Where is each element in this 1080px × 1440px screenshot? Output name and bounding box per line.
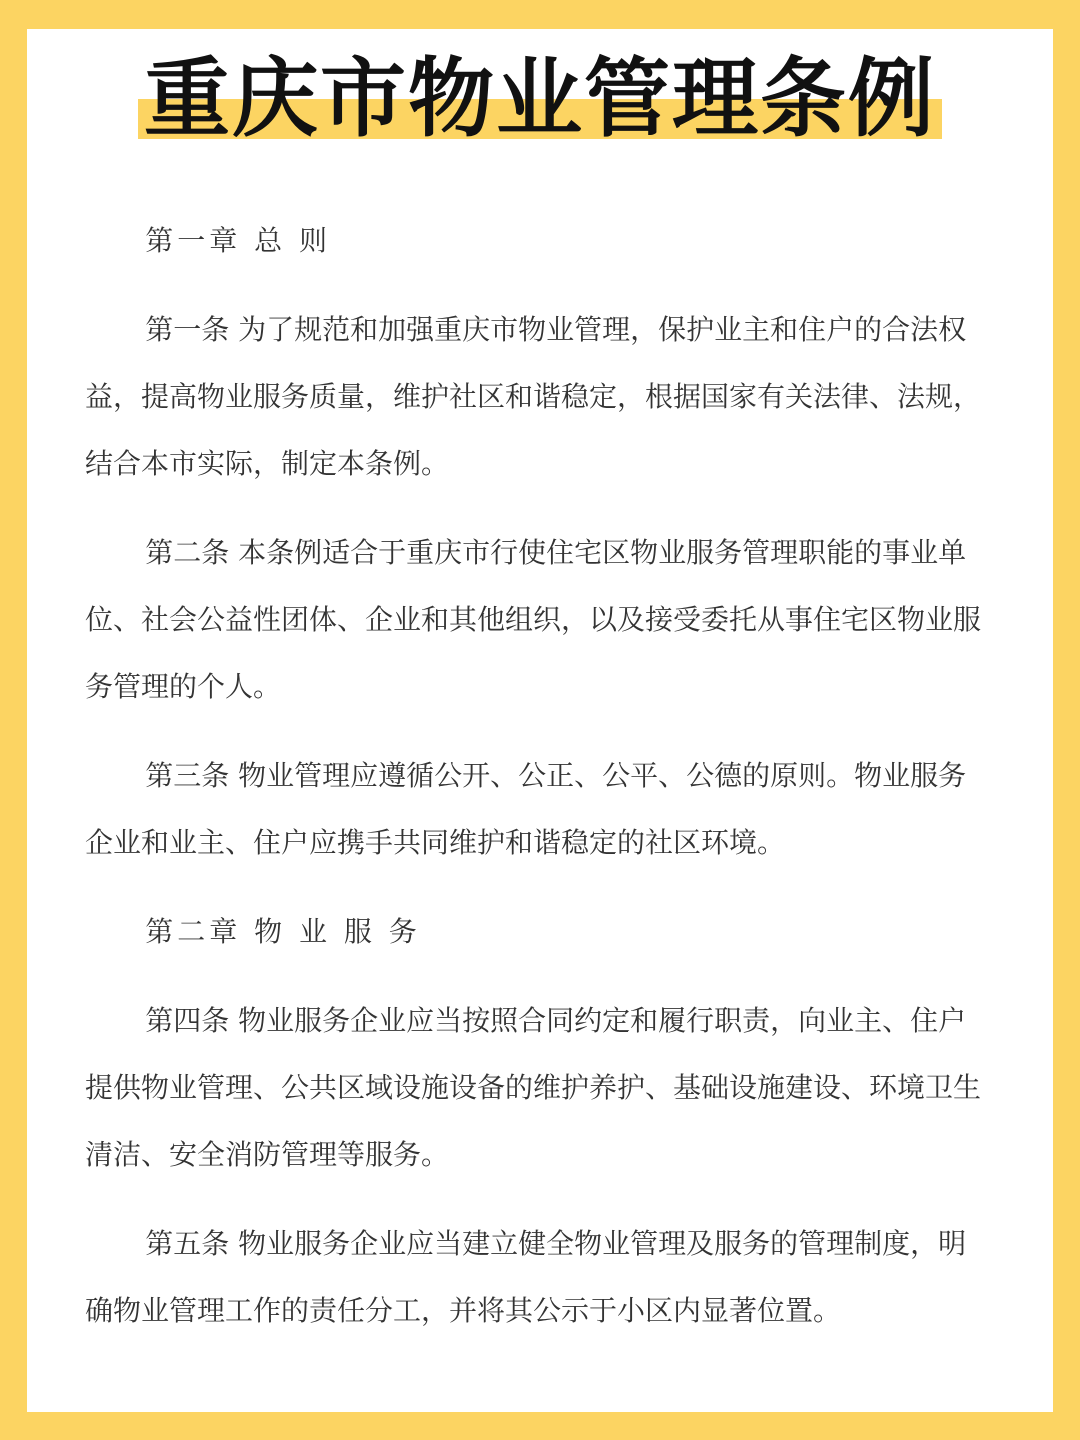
chapter-heading: 第一章 总 则 [145,224,331,257]
document-body [85,207,985,1366]
document-page [27,29,1053,1412]
article-paragraph: 第二条 本条例适合于重庆市行使住宅区物业服务管理职能的事业单位、社会公益性团体、企业和其他组织，以及接受委托从事住宅区物业服务管理的个人。 [85,536,982,703]
document-title: 重庆市物业管理条例 [144,49,936,149]
article-paragraph: 第一条 为了规范和加强重庆市物业管理，保护业主和住户的合法权益，提高物业服务质量，维护社区和谐稳定，根据国家有关法律、法规，结合本市实际，制定本条例。 [85,313,982,480]
article-paragraph: 第四条 物业服务企业应当按照合同约定和履行职责，向业主、住户提供物业管理、公共区域设施设备的维护养护、基础设施建设、环境卫生清洁、安全消防管理等服务。 [85,1004,982,1171]
article-paragraph: 第三条 物业管理应遵循公开、公正、公平、公德的原则。物业服务企业和业主、住户应携手共同维护和谐稳定的社区环境。 [85,759,967,859]
title-container [27,49,1053,149]
article-paragraph: 第五条 物业服务企业应当建立健全物业管理及服务的管理制度，明确物业管理工作的责任分工，并将其公示于小区内显著位置。 [85,1227,967,1327]
chapter-heading: 第二章 物 业 服 务 [145,915,421,948]
